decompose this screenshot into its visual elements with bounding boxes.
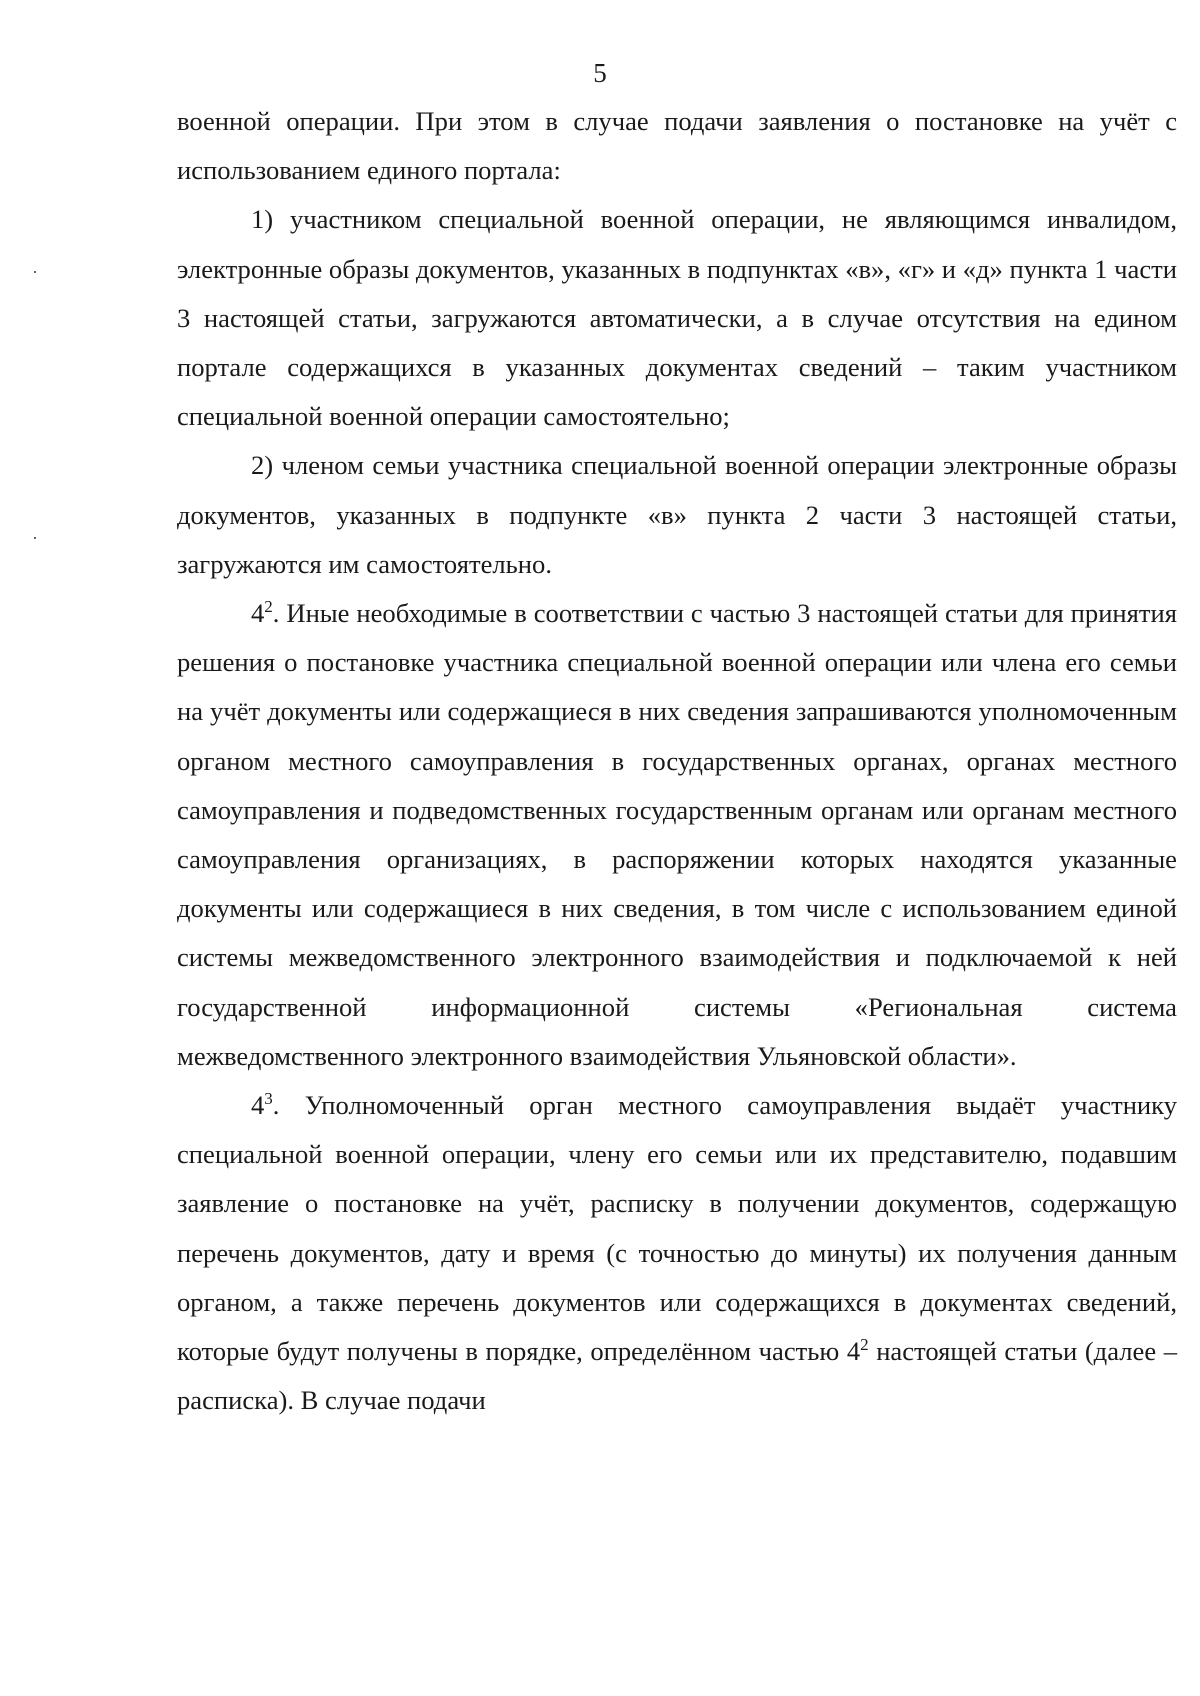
scan-speck xyxy=(34,271,36,273)
paragraph-text-continued: настоящей статьи (далее – расписка). В случае подачи xyxy=(177,1336,1177,1416)
paragraph-text: 1) участником специальной военной операции, не являющимся инвалидом, электронные образы документов, указанных в подпунктах «в», «г» и «д» пункта 1 части 3 настоящей статьи, загружаются автоматически, а в случае отсутствия на едином портале содержащихся в указанных документах сведений – таким участником специальной военной операции самостоятельно; xyxy=(177,204,1177,432)
inline-reference-superscript: 2 xyxy=(860,1335,869,1355)
paragraph-text: военной операции. При этом в случае подачи заявления о постановке на учёт с использованием единого портала: xyxy=(177,106,1177,186)
part-number: 4 xyxy=(251,598,265,629)
part-number: 4 xyxy=(251,1090,265,1121)
paragraph-item-1 xyxy=(177,195,1177,441)
paragraph-part-4-3 xyxy=(177,1081,1177,1425)
part-number-superscript: 2 xyxy=(264,597,273,617)
inline-reference-number: 4 xyxy=(846,1336,861,1367)
paragraph-text: . Уполномоченный орган местного самоуправления выдаёт участнику специальной военной операции, члену его семьи или их представителю, подавшим заявление о постановке на учёт, расписку в получении документов, содержащую перечень документов, дату и время (с точностью до минуты) их получения данным органом, а также перечень документов или содержащихся в документах сведений, которые будут получены в порядке, определённом частью xyxy=(177,1090,1177,1367)
paragraph-intro xyxy=(177,97,1177,195)
scan-speck xyxy=(34,537,36,539)
paragraph-part-4-2 xyxy=(177,589,1177,1081)
page-number: 5 xyxy=(593,58,607,88)
paragraph-item-2 xyxy=(177,441,1177,589)
paragraph-text: 2) членом семьи участника специальной военной операции электронные образы документов, указанных в подпункте «в» пункта 2 части 3 настоящей статьи, загружаются им самостоятельно. xyxy=(177,450,1177,579)
paragraph-text: . Иные необходимые в соответствии с частью 3 настоящей статьи для принятия решения о постановке участника специальной военной операции или члена его семьи на учёт документы или содержащиеся в них сведения запрашиваются уполномоченным органом местного самоуправления в государственных органах, органах местного самоуправления и подведомственных государственным органам или органам местного самоуправления организациях, в распоряжении которых находятся указанные документы или содержащиеся в них сведения, в том числе с использованием единой системы межведомственного электронного взаимодействия и подключаемой к ней государственной информационной системы «Региональная система межведомственного электронного взаимодействия Ульяновской области». xyxy=(177,598,1177,1071)
part-number-superscript: 3 xyxy=(264,1089,273,1109)
document-body xyxy=(177,97,1177,1425)
